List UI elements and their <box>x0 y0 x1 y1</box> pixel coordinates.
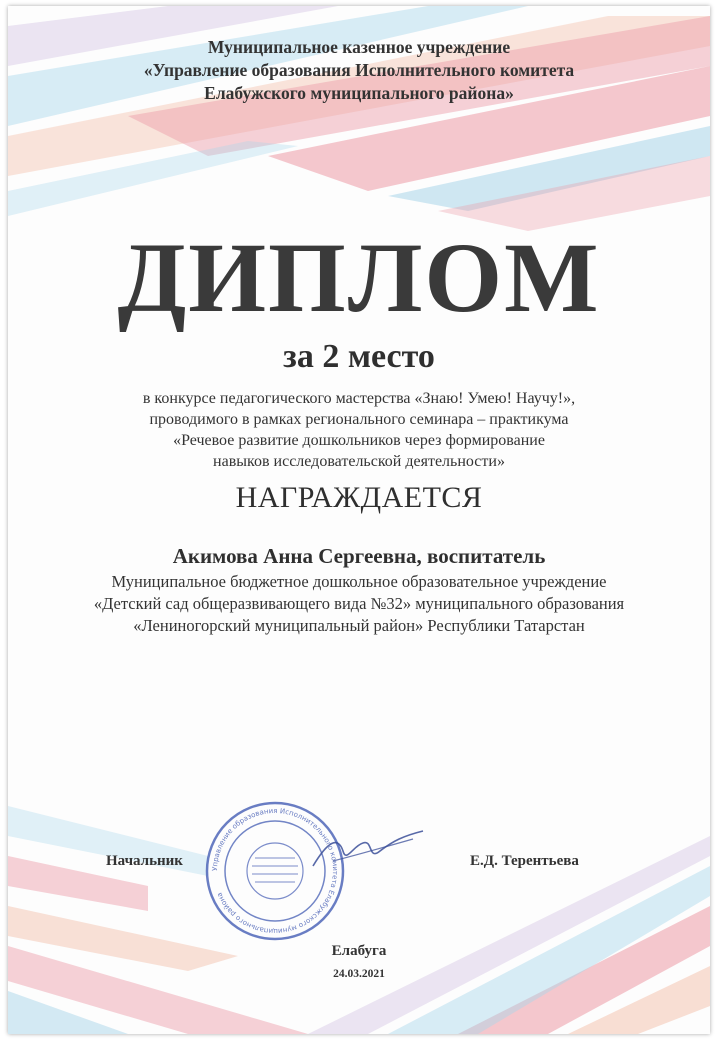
org-line-1: Муниципальное казенное учреждение <box>207 37 511 57</box>
institution-line-1: Муниципальное бюджетное дошкольное образовательное учреждение <box>111 572 607 591</box>
contest-line-4: навыков исследовательской деятельности» <box>213 453 505 470</box>
signatory-name: Е.Д. Терентьева <box>470 853 579 869</box>
org-line-3: Елабужского муниципального района» <box>204 83 514 103</box>
place-label: за 2 место <box>283 338 435 375</box>
diploma-page <box>8 6 710 1034</box>
signatory-role: Начальник <box>106 853 183 869</box>
stamp-ring-text: Управление образования Исполнительного комитета Елабужского муниципального района <box>210 806 340 936</box>
institution-line-3: «Лениногорский муниципальный район» Республики Татарстан <box>133 616 585 635</box>
city-label: Елабуга <box>331 943 387 959</box>
winner-name: Акимова Анна Сергеевна, воспитатель <box>172 544 546 568</box>
institution-line-2: «Детский сад общеразвивающего вида №32» муниципального образования <box>93 594 625 613</box>
contest-line-3: «Речевое развитие дошкольников через формирование <box>173 432 545 449</box>
awarded-heading: НАГРАЖДАЕТСЯ <box>235 481 483 514</box>
org-line-2: «Управление образования Исполнительного комитета <box>143 60 575 80</box>
contest-line-2: проводимого в рамках регионального семинара – практикума <box>149 411 569 428</box>
issue-date: 24.03.2021 <box>333 968 385 980</box>
handwritten-signature <box>308 821 428 881</box>
diploma-title: ДИПЛОМ <box>117 222 601 333</box>
contest-line-1: в конкурсе педагогического мастерства «Знаю! Умею! Научу!», <box>142 390 576 407</box>
